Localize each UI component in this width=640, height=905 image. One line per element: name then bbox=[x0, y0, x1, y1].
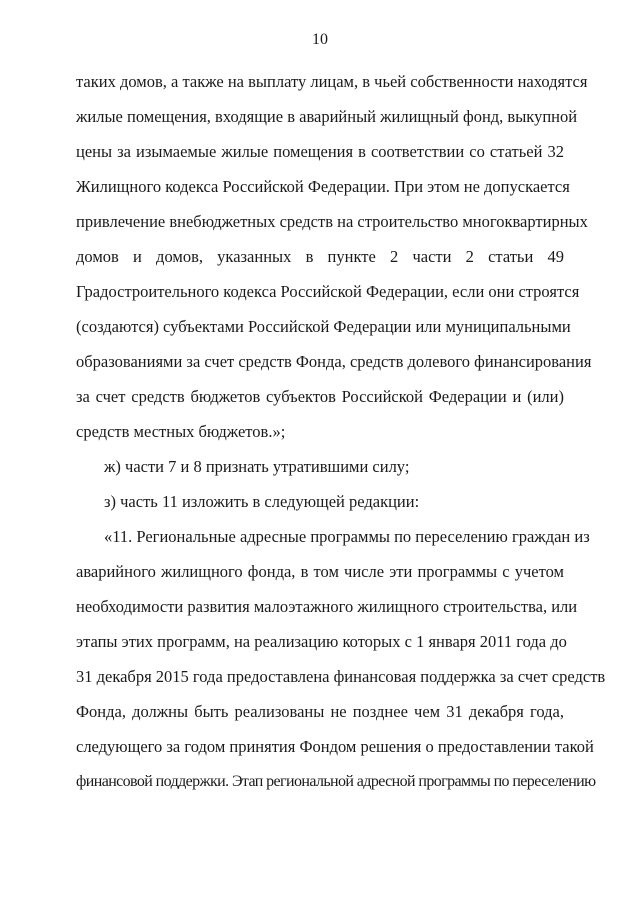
text-line: финансовой поддержки. Этап региональной адресной программы по переселению bbox=[76, 773, 596, 790]
text-line: Градостроительного кодекса Российской Федерации, если они строятся bbox=[76, 282, 580, 301]
text-line: ж) части 7 и 8 признать утратившими силу; bbox=[104, 457, 410, 476]
text-line: аварийного жилищного фонда, в том числе эти программы с учетом bbox=[76, 562, 564, 581]
text-line: (создаются) субъектами Российской Федерации или муниципальными bbox=[76, 317, 571, 336]
text-line: «11. Региональные адресные программы по переселению граждан из bbox=[104, 527, 590, 546]
text-line: Жилищного кодекса Российской Федерации. При этом не допускается bbox=[76, 177, 570, 196]
text-line: домов и домов, указанных в пункте 2 части 2 статьи 49 bbox=[76, 247, 564, 266]
text-line: образованиями за счет средств Фонда, средств долевого финансирования bbox=[76, 352, 592, 371]
text-line: необходимости развития малоэтажного жилищного строительства, или bbox=[76, 597, 578, 616]
text-line: з) часть 11 изложить в следующей редакции: bbox=[104, 492, 420, 511]
text-line: Фонда, должны быть реализованы не позднее чем 31 декабря года, bbox=[76, 702, 564, 721]
text-line: цены за изымаемые жилые помещения в соответствии со статьей 32 bbox=[76, 142, 564, 161]
text-line: 31 декабря 2015 года предоставлена финансовая поддержка за счет средств bbox=[76, 667, 606, 686]
text-line: жилые помещения, входящие в аварийный жилищный фонд, выкупной bbox=[76, 107, 578, 126]
text-line: таких домов, а также на выплату лицам, в чьей собственности находятся bbox=[76, 72, 588, 91]
text-line: средств местных бюджетов.»; bbox=[76, 422, 286, 441]
page-number: 10 bbox=[312, 31, 328, 48]
text-line: за счет средств бюджетов субъектов Российской Федерации и (или) bbox=[76, 387, 564, 406]
text-line: следующего за годом принятия Фондом решения о предоставлении такой bbox=[76, 737, 594, 756]
text-line: этапы этих программ, на реализацию которых с 1 января 2011 года до bbox=[76, 632, 567, 651]
text-line: привлечение внебюджетных средств на строительство многоквартирных bbox=[76, 212, 588, 231]
